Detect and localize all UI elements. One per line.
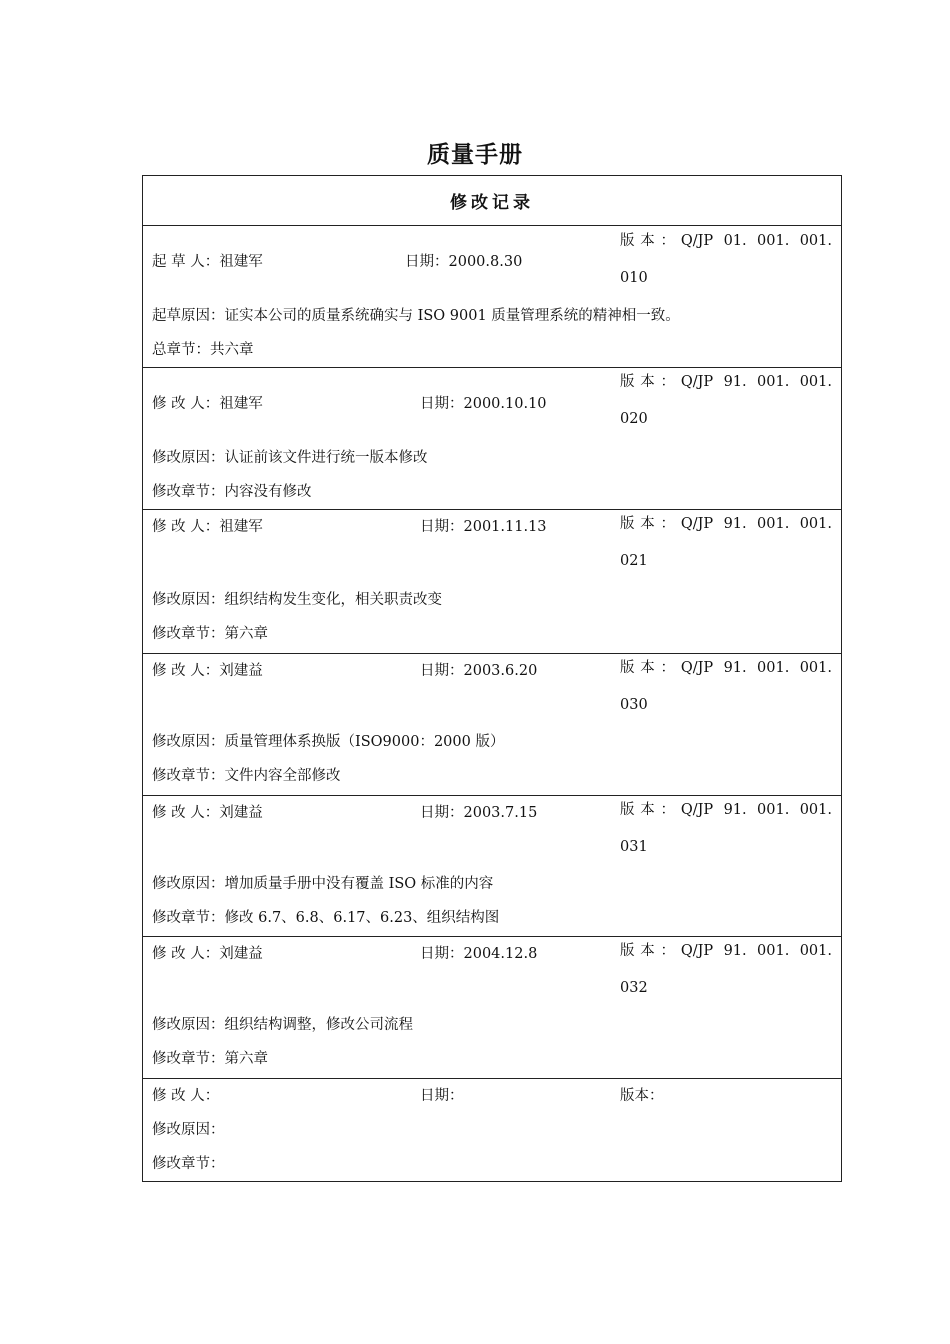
date-label: 日期：	[420, 663, 464, 679]
version-label: 版本：	[620, 233, 681, 249]
revision-record	[143, 654, 841, 796]
chapter-value: 第六章	[224, 1051, 268, 1067]
record-date	[420, 392, 547, 413]
record-reason	[152, 1013, 413, 1034]
reason-value: 证实本公司的质量系统确实与 ISO 9001 质量管理系统的精神相一致。	[224, 308, 680, 324]
reason-label: 修改原因：	[152, 734, 225, 750]
reason-value: 质量管理体系换版（ISO9000：2000 版）	[224, 734, 505, 750]
record-reason	[152, 872, 493, 893]
revision-record	[143, 368, 841, 510]
record-version	[620, 364, 832, 438]
chapter-label: 修改章节：	[152, 910, 225, 926]
version-label: 版本：	[620, 374, 681, 390]
chapter-label: 修改章节：	[152, 1051, 225, 1067]
person-label: 修 改 人：	[152, 396, 220, 412]
chapter-label: 总章节：	[152, 342, 210, 358]
record-chapter	[152, 1047, 268, 1068]
person-label: 修 改 人：	[152, 946, 220, 962]
date-label: 日期：	[420, 946, 464, 962]
record-version	[620, 1084, 664, 1105]
record-person	[152, 942, 263, 963]
version-value-line1: Q/JP 91. 001. 001.	[680, 943, 832, 959]
date-label: 日期：	[420, 1088, 464, 1104]
revision-record-blank	[143, 1079, 841, 1181]
chapter-value: 共六章	[210, 342, 254, 358]
version-label: 版本：	[620, 943, 681, 959]
date-value: 2000.10.10	[463, 396, 547, 412]
chapter-label: 修改章节：	[152, 484, 225, 500]
record-reason	[152, 1118, 225, 1139]
record-chapter	[152, 338, 254, 359]
version-value-line2: 030	[620, 697, 648, 713]
version-value-line1: Q/JP 91. 001. 001.	[680, 660, 832, 676]
table-header: 修改记录	[143, 176, 841, 226]
chapter-label: 修改章节：	[152, 626, 225, 642]
record-person	[152, 250, 263, 271]
chapter-value: 修改 6.7、6.8、6.17、6.23、组织结构图	[224, 910, 500, 926]
record-person	[152, 392, 263, 413]
revision-record-table	[142, 175, 842, 1182]
person-label: 修 改 人：	[152, 1088, 220, 1104]
record-date	[420, 942, 537, 963]
record-chapter	[152, 622, 268, 643]
date-label: 日期：	[405, 254, 449, 270]
record-person	[152, 801, 263, 822]
chapter-value: 内容没有修改	[224, 484, 312, 500]
reason-label: 修改原因：	[152, 876, 225, 892]
person-value: 祖建军	[219, 396, 263, 412]
reason-label: 修改原因：	[152, 450, 225, 466]
reason-value: 增加质量手册中没有覆盖 ISO 标准的内容	[224, 876, 494, 892]
document-title: 质量手册	[427, 142, 523, 168]
version-label: 版本：	[620, 660, 681, 676]
person-value: 刘建益	[219, 663, 263, 679]
reason-value: 组织结构调整，修改公司流程	[224, 1017, 413, 1033]
record-chapter	[152, 1152, 225, 1173]
revision-record	[143, 510, 841, 654]
revision-record	[143, 796, 841, 937]
chapter-label: 修改章节：	[152, 768, 225, 784]
record-reason	[152, 304, 680, 325]
person-value: 祖建军	[219, 519, 263, 535]
version-label: 版本：	[620, 516, 681, 532]
version-value-line1: Q/JP 91. 001. 001.	[680, 802, 832, 818]
record-date	[420, 1084, 464, 1105]
version-value-line1: Q/JP 01. 001. 001.	[680, 233, 832, 249]
version-value-line2: 021	[620, 553, 648, 569]
record-person	[152, 515, 263, 536]
date-value: 2000.8.30	[448, 254, 523, 270]
record-date	[420, 659, 537, 680]
chapter-value: 文件内容全部修改	[224, 768, 341, 784]
person-value: 刘建益	[219, 946, 263, 962]
reason-value: 组织结构发生变化，相关职责改变	[224, 592, 442, 608]
record-version	[620, 650, 832, 724]
date-value: 2003.7.15	[463, 805, 538, 821]
version-label: 版本：	[620, 1088, 664, 1104]
revision-record	[143, 937, 841, 1079]
person-value: 祖建军	[219, 254, 263, 270]
version-value-line1: Q/JP 91. 001. 001.	[680, 374, 832, 390]
date-value: 2004.12.8	[463, 946, 538, 962]
record-version	[620, 792, 832, 866]
version-value-line1: Q/JP 91. 001. 001.	[680, 516, 832, 532]
date-label: 日期：	[420, 519, 464, 535]
person-label: 修 改 人：	[152, 519, 220, 535]
chapter-label: 修改章节：	[152, 1156, 225, 1172]
record-version	[620, 933, 832, 1007]
record-date	[420, 801, 537, 822]
version-label: 版本：	[620, 802, 681, 818]
record-person	[152, 659, 263, 680]
record-chapter	[152, 906, 499, 927]
record-person	[152, 1084, 219, 1105]
person-label: 修 改 人：	[152, 663, 220, 679]
reason-value: 认证前该文件进行统一版本修改	[224, 450, 428, 466]
person-label: 修 改 人：	[152, 805, 220, 821]
date-label: 日期：	[420, 396, 464, 412]
record-version	[620, 223, 832, 297]
record-version	[620, 506, 832, 580]
reason-label: 起草原因：	[152, 308, 225, 324]
chapter-value: 第六章	[224, 626, 268, 642]
version-value-line2: 032	[620, 980, 648, 996]
reason-label: 修改原因：	[152, 1122, 225, 1138]
record-chapter	[152, 764, 341, 785]
person-label: 起 草 人：	[152, 254, 220, 270]
version-value-line2: 010	[620, 270, 648, 286]
record-reason	[152, 446, 428, 467]
record-chapter	[152, 480, 312, 501]
version-value-line2: 020	[620, 411, 648, 427]
person-value: 刘建益	[219, 805, 263, 821]
record-date	[420, 515, 547, 536]
reason-label: 修改原因：	[152, 1017, 225, 1033]
record-reason	[152, 588, 442, 609]
date-value: 2001.11.13	[463, 519, 547, 535]
revision-record	[143, 226, 841, 368]
date-value: 2003.6.20	[463, 663, 538, 679]
record-reason	[152, 730, 504, 751]
date-label: 日期：	[420, 805, 464, 821]
reason-label: 修改原因：	[152, 592, 225, 608]
record-date	[405, 250, 522, 271]
version-value-line2: 031	[620, 839, 648, 855]
